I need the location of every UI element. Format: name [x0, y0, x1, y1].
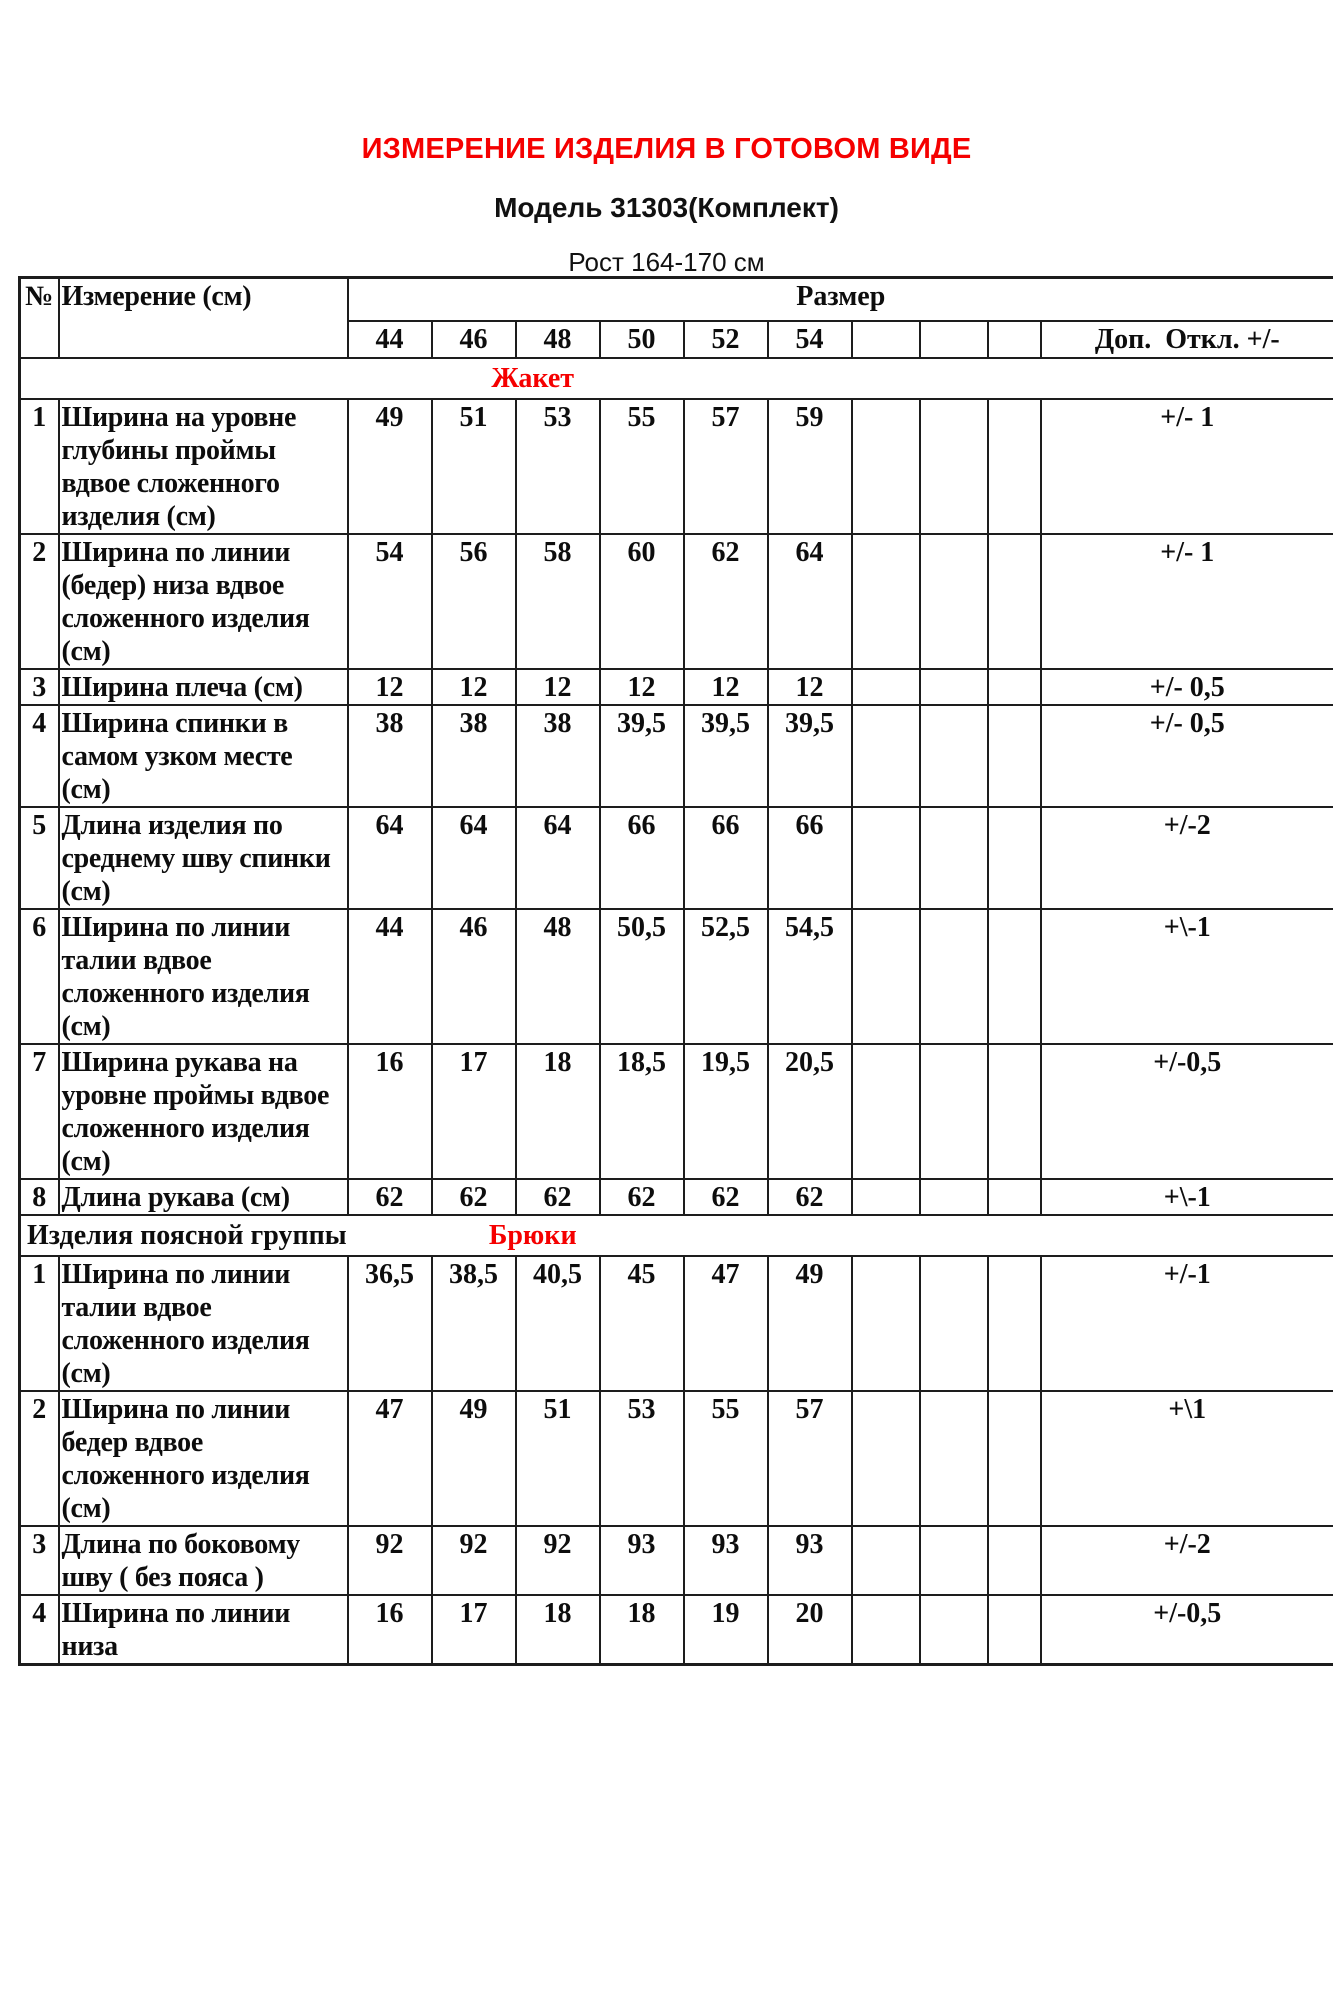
empty-cell [920, 1391, 988, 1526]
size-value: 12 [600, 669, 684, 705]
size-header: 50 [600, 321, 684, 358]
empty-cell [852, 399, 920, 534]
empty-cell [988, 399, 1041, 534]
size-value: 46 [432, 909, 516, 1044]
table-row [20, 705, 1333, 807]
table-row [20, 1391, 1333, 1526]
header-size-group: Размер [348, 278, 1333, 321]
empty-cell [852, 1391, 920, 1526]
empty-cell [852, 1595, 920, 1665]
row-number: 1 [20, 1256, 59, 1391]
size-value: 17 [432, 1595, 516, 1665]
size-value: 52,5 [684, 909, 768, 1044]
size-value: 36,5 [348, 1256, 432, 1391]
size-value: 48 [516, 909, 600, 1044]
size-value: 62 [684, 1179, 768, 1215]
size-value: 56 [432, 534, 516, 669]
row-number: 1 [20, 399, 59, 534]
tolerance-value: +/-2 [1041, 1526, 1333, 1595]
table-header-row [20, 278, 1333, 321]
size-value: 62 [600, 1179, 684, 1215]
empty-cell [920, 399, 988, 534]
model-subtitle: Модель 31303(Комплект) [494, 192, 839, 223]
empty-cell [988, 1044, 1041, 1179]
empty-cell [920, 1256, 988, 1391]
size-value: 55 [600, 399, 684, 534]
empty-cell [920, 534, 988, 669]
size-value: 51 [516, 1391, 600, 1526]
size-value: 50,5 [600, 909, 684, 1044]
empty-cell [920, 1179, 988, 1215]
size-value: 47 [684, 1256, 768, 1391]
empty-cell [852, 1526, 920, 1595]
size-header: 48 [516, 321, 600, 358]
size-value: 53 [516, 399, 600, 534]
size-value: 62 [348, 1179, 432, 1215]
size-value: 93 [600, 1526, 684, 1595]
empty-cell [920, 321, 988, 358]
table-row [20, 1179, 1333, 1215]
size-value: 92 [348, 1526, 432, 1595]
empty-cell [988, 1595, 1041, 1665]
size-value: 18 [516, 1044, 600, 1179]
size-value: 55 [684, 1391, 768, 1526]
tolerance-value: +\-1 [1041, 909, 1333, 1044]
size-value: 16 [348, 1595, 432, 1665]
table-row [20, 1256, 1333, 1391]
size-value: 39,5 [684, 705, 768, 807]
size-value: 92 [516, 1526, 600, 1595]
size-value: 39,5 [768, 705, 852, 807]
size-value: 62 [516, 1179, 600, 1215]
size-value: 66 [768, 807, 852, 909]
size-value: 54 [348, 534, 432, 669]
row-number: 6 [20, 909, 59, 1044]
size-value: 45 [600, 1256, 684, 1391]
size-value: 49 [768, 1256, 852, 1391]
size-value: 44 [348, 909, 432, 1044]
size-value: 40,5 [516, 1256, 600, 1391]
empty-cell [920, 807, 988, 909]
header-measurement: Измерение (см) [59, 278, 348, 358]
tolerance-value: +/-0,5 [1041, 1595, 1333, 1665]
size-value: 60 [600, 534, 684, 669]
size-value: 12 [768, 669, 852, 705]
empty-cell [920, 1044, 988, 1179]
size-header: 52 [684, 321, 768, 358]
measurement-label: Длина рукава (см) [59, 1179, 348, 1215]
measurement-label: Ширина рукава на уровне проймы вдвое сложенного изделия (см) [59, 1044, 348, 1179]
table-row [20, 807, 1333, 909]
size-value: 62 [432, 1179, 516, 1215]
size-value: 66 [684, 807, 768, 909]
page-title: ИЗМЕРЕНИЕ ИЗДЕЛИЯ В ГОТОВОМ ВИДЕ [361, 133, 972, 165]
size-value: 20,5 [768, 1044, 852, 1179]
size-value: 64 [516, 807, 600, 909]
size-value: 58 [516, 534, 600, 669]
row-number: 2 [20, 1391, 59, 1526]
tolerance-value: +/-1 [1041, 1256, 1333, 1391]
row-number: 2 [20, 534, 59, 669]
size-value: 39,5 [600, 705, 684, 807]
empty-cell [988, 321, 1041, 358]
size-value: 12 [516, 669, 600, 705]
size-value: 62 [684, 534, 768, 669]
tolerance-header: Доп. Откл. +/- [1041, 321, 1333, 358]
row-number: 4 [20, 705, 59, 807]
tolerance-value: +\-1 [1041, 1179, 1333, 1215]
tolerance-value: +/-0,5 [1041, 1044, 1333, 1179]
empty-cell [852, 1044, 920, 1179]
empty-cell [852, 1256, 920, 1391]
row-number: 4 [20, 1595, 59, 1665]
size-value: 18,5 [600, 1044, 684, 1179]
empty-cell [988, 1391, 1041, 1526]
measurement-label: Ширина по линии бедер вдвое сложенного изделия (см) [59, 1391, 348, 1526]
tolerance-value: +/-2 [1041, 807, 1333, 909]
size-value: 47 [348, 1391, 432, 1526]
empty-cell [988, 534, 1041, 669]
row-number: 8 [20, 1179, 59, 1215]
tolerance-value: +/- 1 [1041, 534, 1333, 669]
tolerance-value: +\1 [1041, 1391, 1333, 1526]
size-header: 44 [348, 321, 432, 358]
section-title: Брюки [488, 1219, 577, 1251]
size-value: 20 [768, 1595, 852, 1665]
section-row-trousers [20, 1215, 1333, 1256]
size-value: 49 [432, 1391, 516, 1526]
empty-cell [852, 669, 920, 705]
measurement-label: Ширина по линии талии вдвое сложенного изделия (см) [59, 1256, 348, 1391]
size-value: 93 [768, 1526, 852, 1595]
empty-cell [988, 1256, 1041, 1391]
tolerance-value: +/- 0,5 [1041, 669, 1333, 705]
empty-cell [988, 1526, 1041, 1595]
empty-cell [852, 705, 920, 807]
row-number: 5 [20, 807, 59, 909]
size-value: 38,5 [432, 1256, 516, 1391]
row-number: 3 [20, 669, 59, 705]
empty-cell [988, 669, 1041, 705]
measurement-label: Ширина плеча (см) [59, 669, 348, 705]
empty-cell [852, 321, 920, 358]
size-value: 18 [600, 1595, 684, 1665]
size-value: 19,5 [684, 1044, 768, 1179]
empty-cell [920, 1526, 988, 1595]
table-row [20, 1044, 1333, 1179]
size-value: 51 [432, 399, 516, 534]
size-value: 38 [348, 705, 432, 807]
table-row [20, 909, 1333, 1044]
empty-cell [852, 534, 920, 669]
size-value: 12 [348, 669, 432, 705]
size-value: 38 [516, 705, 600, 807]
measurement-label: Ширина по линии талии вдвое сложенного изделия (см) [59, 909, 348, 1044]
measurement-label: Ширина спинки в самом узком месте (см) [59, 705, 348, 807]
section-cell [20, 358, 1333, 399]
size-value: 62 [768, 1179, 852, 1215]
tolerance-value: +/- 0,5 [1041, 705, 1333, 807]
empty-cell [988, 807, 1041, 909]
measurements-table [18, 276, 1333, 1666]
tolerance-value: +/- 1 [1041, 399, 1333, 534]
table-row [20, 1595, 1333, 1665]
size-value: 12 [684, 669, 768, 705]
row-number: 7 [20, 1044, 59, 1179]
size-value: 54,5 [768, 909, 852, 1044]
size-value: 17 [432, 1044, 516, 1179]
measurement-label: Длина изделия по среднему шву спинки (см) [59, 807, 348, 909]
size-value: 64 [348, 807, 432, 909]
table-row [20, 669, 1333, 705]
size-value: 93 [684, 1526, 768, 1595]
measurement-label: Длина по боковому шву ( без пояса ) [59, 1526, 348, 1595]
table-row [20, 399, 1333, 534]
size-value: 59 [768, 399, 852, 534]
empty-cell [988, 1179, 1041, 1215]
size-value: 12 [432, 669, 516, 705]
header-num: № [20, 278, 59, 358]
size-value: 18 [516, 1595, 600, 1665]
size-value: 16 [348, 1044, 432, 1179]
row-number: 3 [20, 1526, 59, 1595]
size-value: 49 [348, 399, 432, 534]
size-value: 19 [684, 1595, 768, 1665]
measurement-label: Ширина на уровне глубины проймы вдвое сложенного изделия (см) [59, 399, 348, 534]
size-header: 46 [432, 321, 516, 358]
empty-cell [988, 909, 1041, 1044]
size-value: 64 [432, 807, 516, 909]
measurement-label: Ширина по линии (бедер) низа вдвое сложенного изделия (см) [59, 534, 348, 669]
table-row [20, 1526, 1333, 1595]
size-value: 38 [432, 705, 516, 807]
section-cell [20, 1215, 1333, 1256]
size-value: 92 [432, 1526, 516, 1595]
empty-cell [920, 705, 988, 807]
size-value: 53 [600, 1391, 684, 1526]
empty-cell [852, 1179, 920, 1215]
empty-cell [920, 669, 988, 705]
size-value: 57 [768, 1391, 852, 1526]
section-row-jacket [20, 358, 1333, 399]
size-value: 66 [600, 807, 684, 909]
height-range-label: Рост 164-170 см [568, 247, 765, 277]
empty-cell [920, 909, 988, 1044]
empty-cell [920, 1595, 988, 1665]
measurement-label: Ширина по линии низа [59, 1595, 348, 1665]
empty-cell [852, 807, 920, 909]
section-group-label: Изделия поясной группы [27, 1219, 347, 1251]
empty-cell [852, 909, 920, 1044]
section-title: Жакет [491, 362, 575, 394]
size-header: 54 [768, 321, 852, 358]
size-value: 57 [684, 399, 768, 534]
table-row [20, 534, 1333, 669]
empty-cell [988, 705, 1041, 807]
size-value: 64 [768, 534, 852, 669]
